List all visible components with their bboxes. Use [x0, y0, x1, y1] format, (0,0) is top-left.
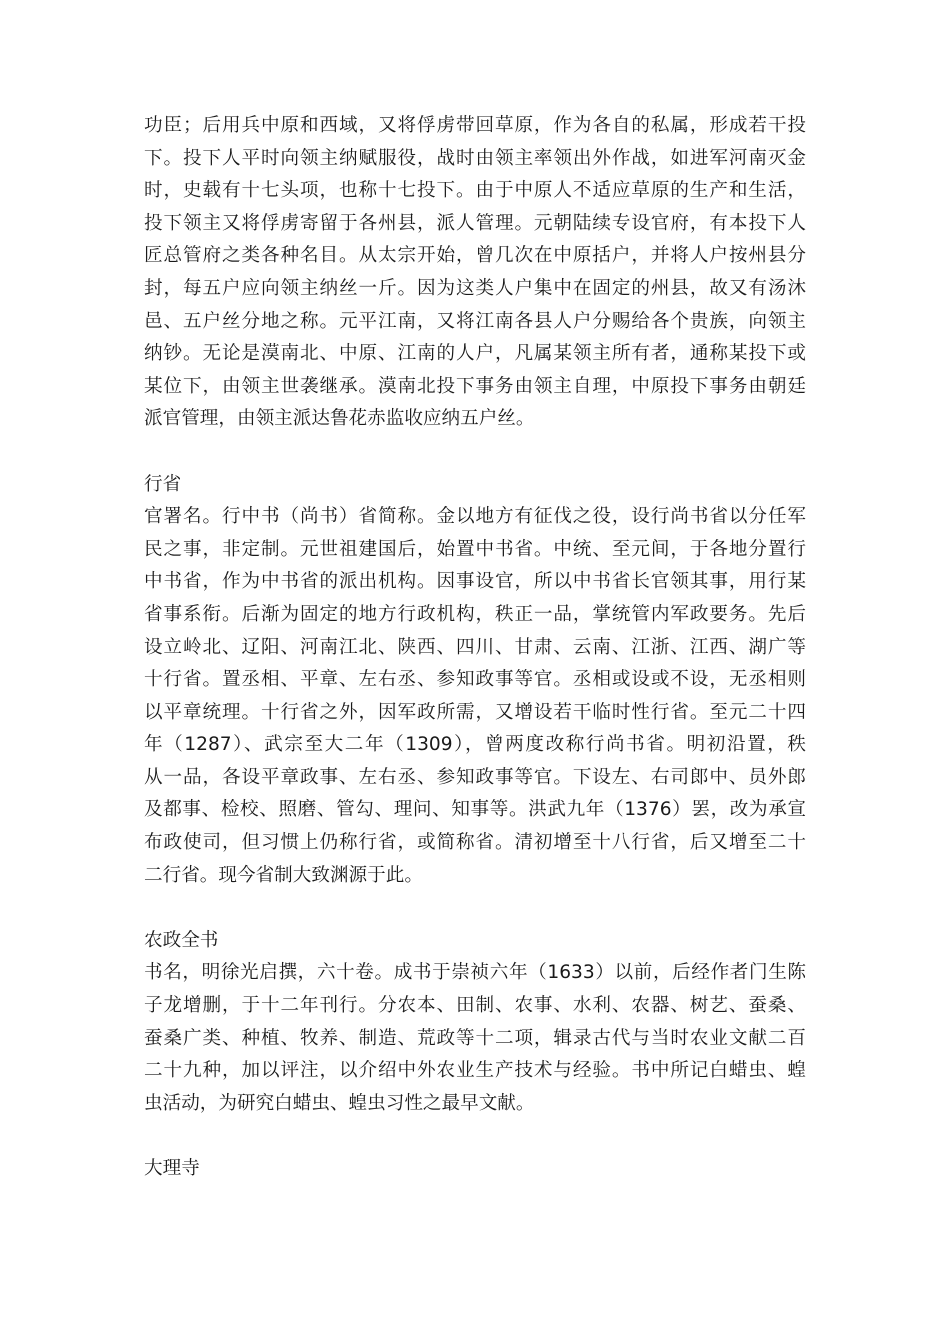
paragraph-line: 设立岭北、辽阳、河南江北、陕西、四川、甘肃、云南、江浙、江西、湖广等 [144, 636, 806, 658]
paragraph-line: 派官管理，由领主派达鲁花赤监收应纳五户丝。 [144, 408, 535, 430]
paragraph-line: 封，每五户应向领主纳丝一斤。因为这类人户集中在固定的州县，故又有汤沐 [144, 277, 806, 299]
paragraph-line: 十行省。置丞相、平章、左右丞、参知政事等官。丞相或设或不设，无丞相则 [144, 669, 806, 691]
section-touxia-continued [144, 110, 806, 436]
paragraph-line: 中书省，作为中书省的派出机构。因事设官，所以中书省长官领其事，用行某 [144, 571, 806, 593]
section-xingsheng [144, 469, 806, 893]
entry-title: 大理寺 [144, 1158, 200, 1179]
paragraph-line: 投下领主又将俘虏寄留于各州县，派人管理。元朝陆续专设官府，有本投下人 [144, 212, 806, 234]
section-spacer [144, 1120, 806, 1153]
paragraph-line: 邑、五户丝分地之称。元平江南，又将江南各县人户分赐给各个贵族，向领主 [144, 310, 806, 332]
paragraph-line: 虫活动，为研究白蜡虫、蝗虫习性之最早文献。 [144, 1092, 535, 1114]
entry-title: 农政全书 [144, 929, 219, 951]
paragraph-line: 时，史载有十七头项，也称十七投下。由于中原人不适应草原的生产和生活， [144, 180, 806, 202]
paragraph-line: 从一品，各设平章政事、左右丞、参知政事等官。下设左、右司郎中、员外郎 [144, 766, 806, 788]
paragraph-line: 匠总管府之类各种名目。从太宗开始，曾几次在中原括户，并将人户按州县分 [144, 245, 806, 267]
paragraph-line: 书名，明徐光启撰，六十卷。成书于崇祯六年（1633）以前，后经作者门生陈 [144, 962, 806, 984]
paragraph-line: 布政使司，但习惯上仍称行省，或简称省。清初增至十八行省，后又增至二十 [144, 832, 806, 854]
paragraph-line: 省事系衔。后渐为固定的地方行政机构，秩正一品，掌统管内军政要务。先后 [144, 603, 806, 625]
section-spacer [144, 436, 806, 469]
paragraph-line: 二行省。现今省制大致渊源于此。 [144, 864, 423, 886]
section-nongzhengquanshu [144, 925, 806, 1121]
paragraph-line: 二十九种，加以评注，以介绍中外农业生产技术与经验。书中所记白蜡虫、蝗 [144, 1060, 806, 1082]
entry-title: 行省 [144, 473, 182, 495]
paragraph-line: 功臣；后用兵中原和西域，又将俘虏带回草原，作为各自的私属，形成若干投 [144, 115, 806, 136]
paragraph-line: 年（1287）、武宗至大二年（1309），曾两度改称行尚书省。明初沿置，秩 [144, 734, 806, 756]
paragraph-line: 子龙增删，于十二年刊行。分农本、田制、农事、水利、农器、树艺、蚕桑、 [144, 995, 806, 1017]
paragraph-line: 纳钞。无论是漠南北、中原、江南的人户，凡属某领主所有者，通称某投下或 [144, 343, 806, 365]
paragraph-line: 及都事、检校、照磨、管勾、理问、知事等。洪武九年（1376）罢，改为承宣 [144, 799, 806, 821]
paragraph-line: 民之事，非定制。元世祖建国后，始置中书省。中统、至元间，于各地分置行 [144, 538, 806, 560]
section-spacer [144, 892, 806, 925]
paragraph-line: 某位下，由领主世袭继承。漠南北投下事务由领主自理，中原投下事务由朝廷 [144, 375, 806, 397]
paragraph-line: 以平章统理。十行省之外，因军政所需，又增设若干临时性行省。至元二十四 [144, 701, 806, 723]
paragraph-line: 官署名。行中书（尚书）省简称。金以地方有征伐之役，设行尚书省以分任军 [144, 506, 806, 528]
paragraph-line: 蚕桑广类、种植、牧养、制造、荒政等十二项，辑录古代与当时农业文献二百 [144, 1027, 806, 1049]
paragraph-line: 下。投下人平时向领主纳赋服役，战时由领主率领出外作战，如进军河南灭金 [144, 147, 806, 169]
section-dalisi [144, 1153, 806, 1186]
document-page [144, 110, 806, 1186]
